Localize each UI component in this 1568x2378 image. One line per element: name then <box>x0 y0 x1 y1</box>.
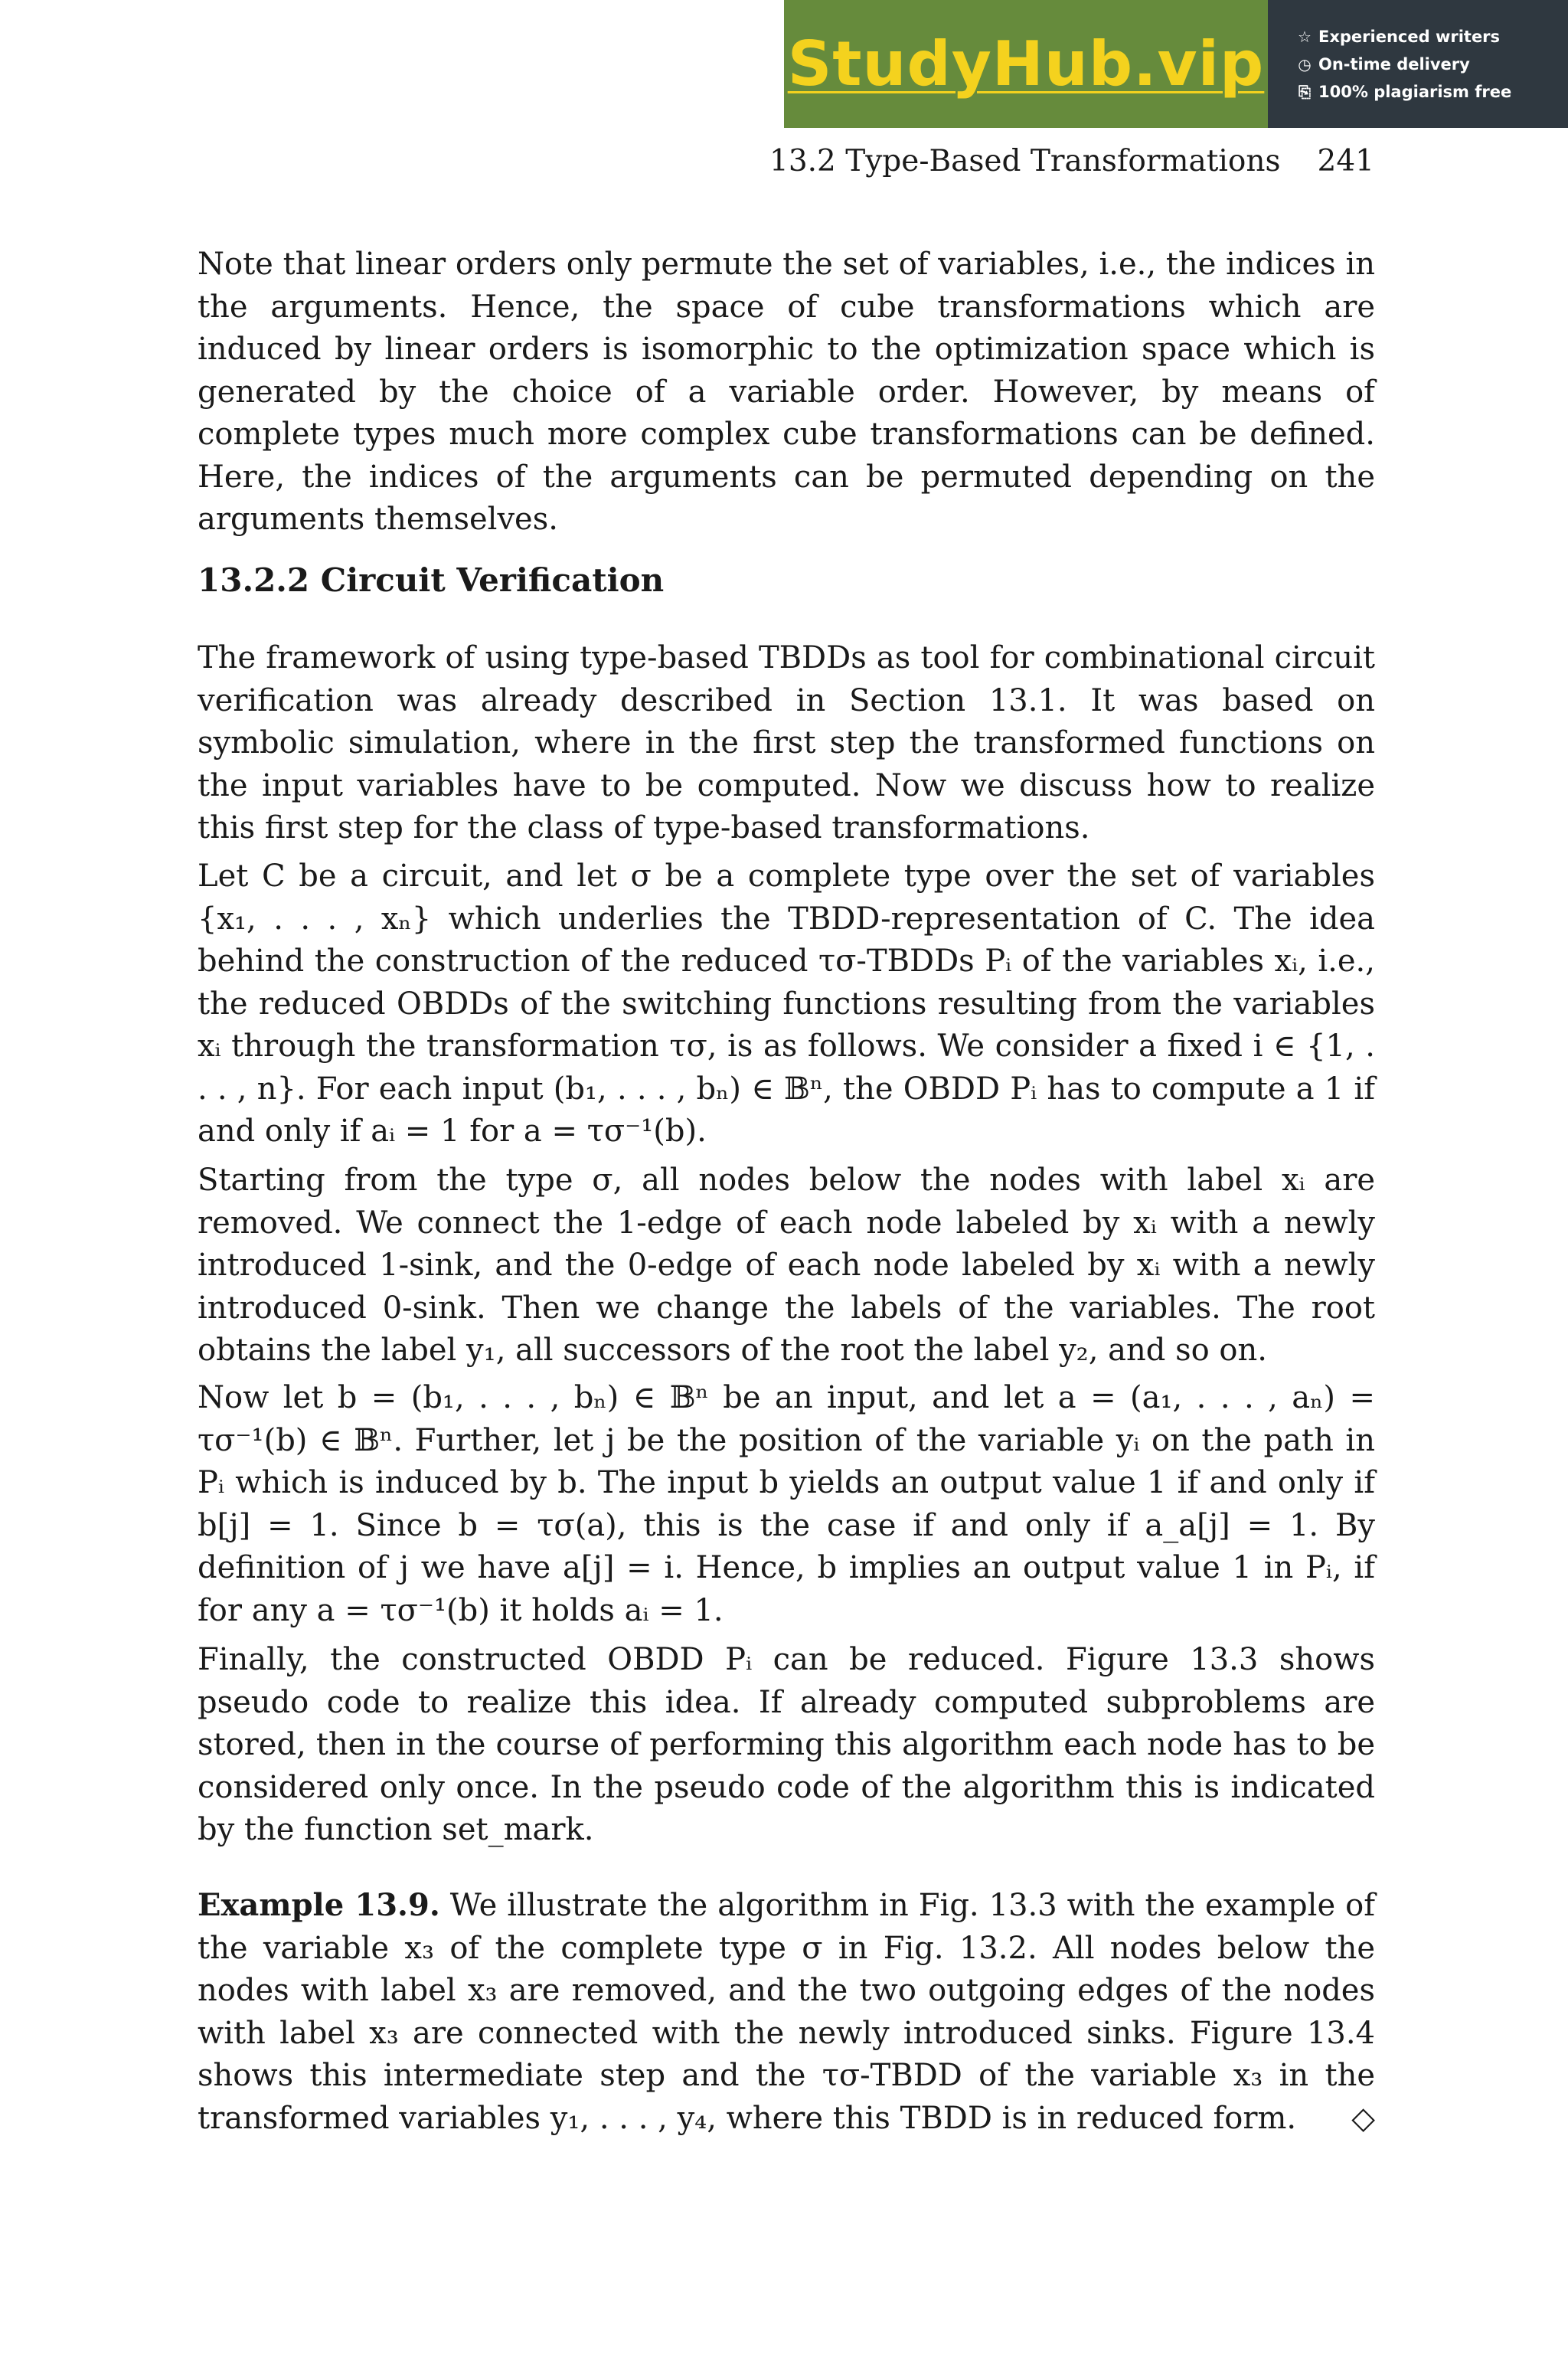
page-number: 241 <box>1317 144 1374 178</box>
example-block <box>198 1884 1375 2140</box>
example-label: Example 13.9. <box>198 1887 440 1923</box>
feature-item <box>1295 83 1568 101</box>
paragraph-text: Let C be a circuit, and let σ be a complete type over the set of variables {x₁, . . . , xₙ} which underlies the TBDD-representation of C. The idea behind the construction of the reduced τσ-TBDDs Pᵢ of the variables xᵢ, i.e., the reduced OBDDs of the switching functions resulting from the variables xᵢ through the transformation τσ, is as follows. We consider a fixed i ∈ {1, . . . , n}. For each input (b₁, . . . , bₙ) ∈ 𝔹ⁿ, the OBDD Pᵢ has to compute a 1 if and only if aᵢ = 1 for a = τσ⁻¹(b). <box>198 859 1375 1149</box>
paragraph-input <box>198 1377 1375 1632</box>
paragraph-text: The framework of using type-based TBDDs as tool for combinational circuit verification was already described in Section 13.1. It was based on symbolic simulation, where in the first step the transformed functions on the input variables have to be computed. Now we discuss how to realize this first step for the class of type-based transformations. <box>198 640 1375 846</box>
ad-banner[interactable] <box>784 0 1568 128</box>
brand-logo[interactable] <box>784 0 1268 128</box>
paragraph-reduction <box>198 1639 1375 1852</box>
paragraph-text: Starting from the type σ, all nodes below the nodes with label xᵢ are removed. We connect the 1-edge of each node labeled by xᵢ with a newly introduced 1-sink, and the 0-edge of each node labeled by xᵢ with a newly introduced 0-sink. Then we change the labels of the variables. The root obtains the label y₁, all successors of the root the label y₂, and so on. <box>198 1163 1375 1368</box>
paragraph-construction <box>198 855 1375 1153</box>
feature-text: On-time delivery <box>1318 54 1470 74</box>
paragraph-text: Finally, the constructed OBDD Pᵢ can be reduced. Figure 13.3 shows pseudo code to realize this idea. If already computed subproblems are stored, then in the course of performing this algorithm each node has to be considered only once. In the pseudo code of the algorithm this is indicated by the function set_mark. <box>198 1642 1375 1847</box>
feature-text: Experienced writers <box>1318 27 1501 46</box>
paragraph-framework <box>198 637 1375 850</box>
feature-item <box>1295 28 1568 46</box>
document-copy-icon: ⎘ <box>1298 82 1311 101</box>
feature-text: 100% plagiarism free <box>1318 82 1512 101</box>
section-title: 13.2 Type-Based Transformations <box>769 144 1281 178</box>
clock-icon: ◷ <box>1298 54 1312 74</box>
example-text: We illustrate the algorithm in Fig. 13.3 with the example of the variable x₃ of the complete type σ in Fig. 13.2. All nodes below the nodes with label x₃ are removed, and the two outgoing edges of the nodes with label x₃ are connected with the newly introduced sinks. Figure 13.4 shows this intermediate step and the τσ-TBDD of the variable x₃ in the transformed variables y₁, . . . , y₄, where this TBDD is in reduced form. <box>198 1888 1376 2136</box>
brand-name: StudyHub.vip <box>787 28 1265 100</box>
star-outline-icon: ☆ <box>1298 27 1312 46</box>
end-of-example-icon: ◇ <box>1351 2100 1375 2136</box>
paragraph-text: Note that linear orders only permute the set of variables, i.e., the indices in the arguments. Hence, the space of cube transformations which are induced by linear orders is isomorphic to the optimization space which is generated by the choice of a variable order. However, by means of complete types much more complex cube transformations can be defined. Here, the indices of the arguments can be permuted depending on the arguments themselves. <box>198 247 1375 537</box>
paragraph-text: Now let b = (b₁, . . . , bₙ) ∈ 𝔹ⁿ be an input, and let a = (a₁, . . . , aₙ) = τσ⁻¹(b) ∈ 𝔹ⁿ. Further, let j be the position of the variable yᵢ on the path in Pᵢ which is induced by b. The input b yields an output value 1 if and only if b[j] = 1. Since b = τσ(a), this is the case if and only if a_a[j] = 1. By definition of j we have a[j] = i. Hence, b implies an output value 1 in Pᵢ, if for any a = τσ⁻¹(b) it holds aᵢ = 1. <box>198 1380 1375 1628</box>
feature-item <box>1295 55 1568 74</box>
section-heading: 13.2.2 Circuit Verification <box>198 561 665 599</box>
paragraph-intro <box>198 244 1375 541</box>
paragraph-starting <box>198 1160 1375 1372</box>
running-head <box>769 142 1374 181</box>
feature-list <box>1268 0 1568 128</box>
